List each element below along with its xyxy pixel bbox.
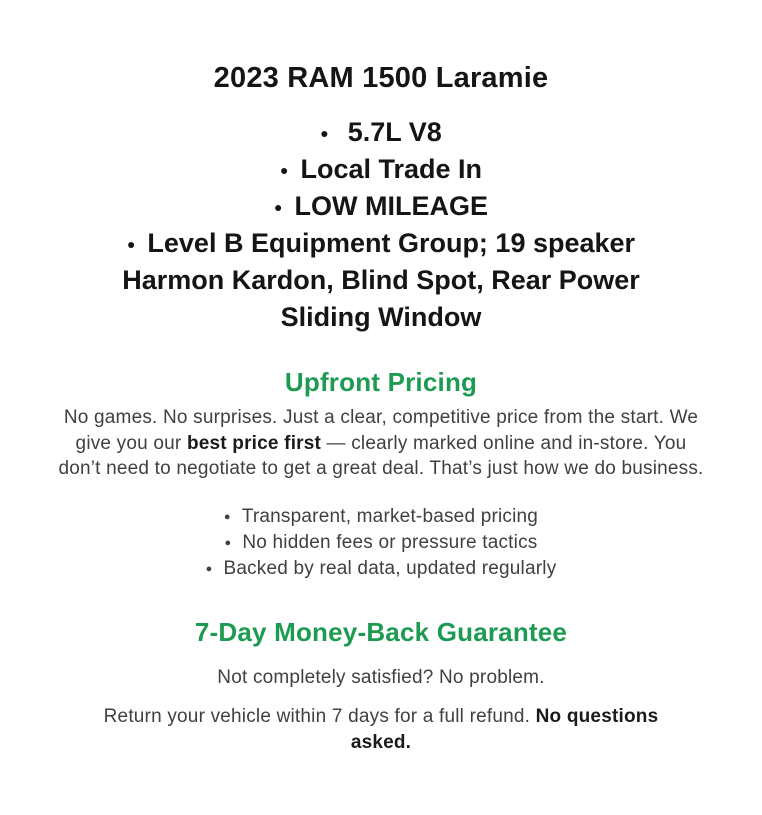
guarantee-subline: Not completely satisfied? No problem. xyxy=(217,666,545,688)
feature-text: Level B Equipment Group; 19 speaker Harmon Kardon, Blind Spot, Rear Power Sliding Window xyxy=(122,228,640,332)
benefit-item xyxy=(0,530,762,556)
benefit-text: Backed by real data, updated regularly xyxy=(223,557,557,579)
benefit-item xyxy=(0,504,762,530)
intro-text-part1: No games. No surprises. Just a clear, competitive price from the start. We give you our xyxy=(63,407,699,454)
intro-text-part2: — clearly marked online and in-store. You don’t need to negotiate to get a great deal. That’s just how we do business. xyxy=(58,432,704,479)
feature-item xyxy=(81,188,681,225)
bullet-icon: ● xyxy=(224,536,232,549)
feature-text: 5.7L V8 xyxy=(347,117,442,147)
feature-item xyxy=(81,114,681,151)
upfront-pricing-intro xyxy=(55,405,707,482)
upfront-pricing-heading: Upfront Pricing xyxy=(284,367,478,397)
refund-text-bold: No questions asked. xyxy=(350,706,659,753)
bullet-icon: ● xyxy=(274,199,283,215)
bullet-icon: ● xyxy=(205,562,213,575)
benefit-item xyxy=(0,556,762,582)
bullet-icon: ● xyxy=(320,125,329,141)
feature-text: LOW MILEAGE xyxy=(294,191,488,221)
bullet-icon: ● xyxy=(223,510,231,523)
vehicle-title: 2023 RAM 1500 Laramie xyxy=(213,62,549,94)
bullet-icon: ● xyxy=(279,162,289,178)
feature-text: Local Trade In xyxy=(300,154,483,184)
feature-item xyxy=(81,225,681,336)
pricing-benefits-list xyxy=(0,504,762,582)
bullet-icon: ● xyxy=(126,236,136,252)
benefit-text: No hidden fees or pressure tactics xyxy=(242,531,538,553)
intro-text-bold: best price first xyxy=(186,432,322,454)
feature-item xyxy=(81,151,681,188)
refund-text-part1: Return your vehicle within 7 days for a full refund. xyxy=(103,706,536,727)
guarantee-refund-text xyxy=(81,704,681,755)
vehicle-features-list xyxy=(81,114,681,336)
benefit-text: Transparent, market-based pricing xyxy=(241,505,539,527)
guarantee-heading: 7-Day Money-Back Guarantee xyxy=(194,616,568,647)
